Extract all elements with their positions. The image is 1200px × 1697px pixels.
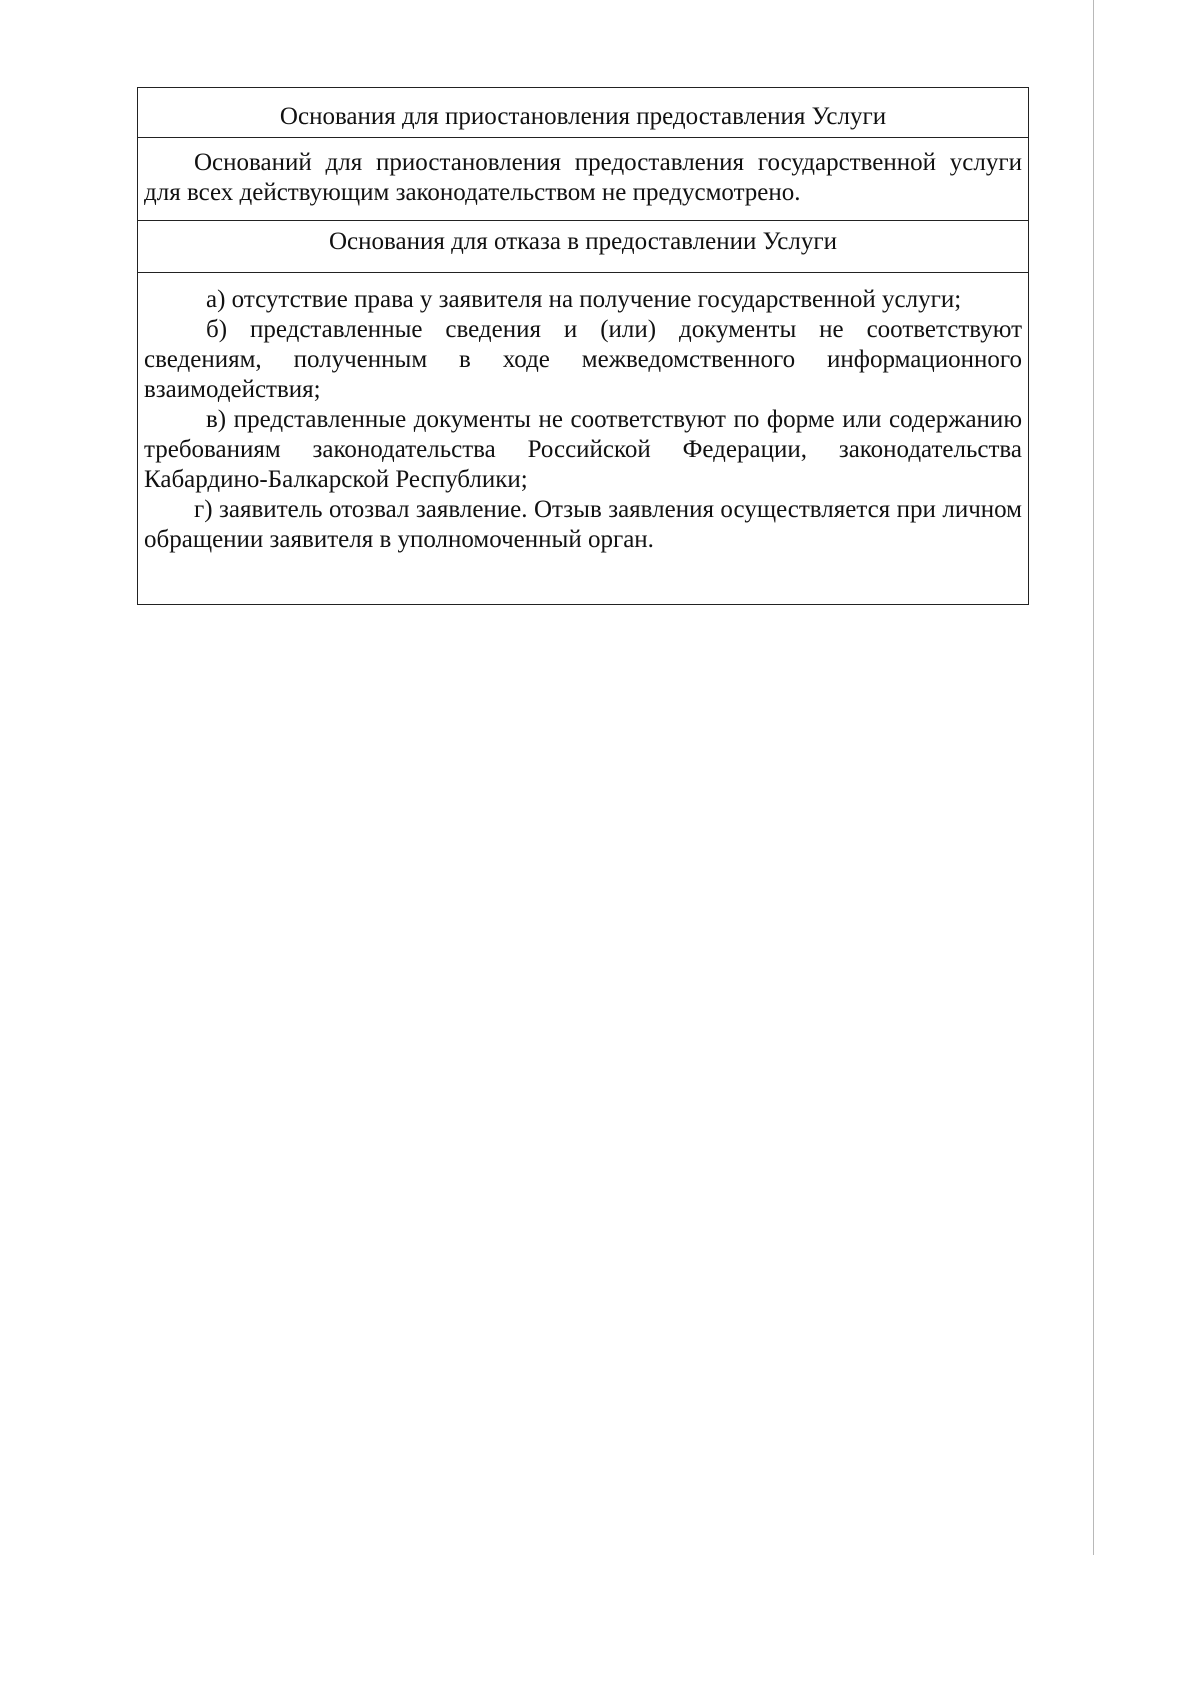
refusal-heading: Основания для отказа в предоставлении Услуги xyxy=(328,228,838,255)
refusal-heading-cell xyxy=(138,221,1028,273)
suspension-heading-cell xyxy=(138,88,1028,138)
refusal-item-g: г) заявитель отозвал заявление. Отзыв заявления осуществляется при личном обращении заявителя в уполномоченный орган. xyxy=(144,496,1022,553)
grounds-table xyxy=(137,87,1029,605)
suspension-text: Оснований для приостановления предоставления государственной услуги для всех действующим законодательством не предусмотрено. xyxy=(144,149,1022,206)
suspension-heading: Основания для приостановления предоставления Услуги xyxy=(279,103,887,130)
page-edge-line xyxy=(1093,0,1094,1555)
refusal-item-v: в) представленные документы не соответствуют по форме или содержанию требованиям законодательства Российской Федерации, законодательства Кабардино-Балкарской Республики; xyxy=(144,406,1022,493)
refusal-items-cell xyxy=(138,273,1028,604)
refusal-item-b: б) представленные сведения и (или) документы не соответствуют сведениям, полученным в ходе межведомственного информационного взаимодействия; xyxy=(144,316,1022,403)
suspension-text-cell xyxy=(138,138,1028,221)
refusal-item-a: а) отсутствие права у заявителя на получение государственной услуги; xyxy=(206,286,962,313)
